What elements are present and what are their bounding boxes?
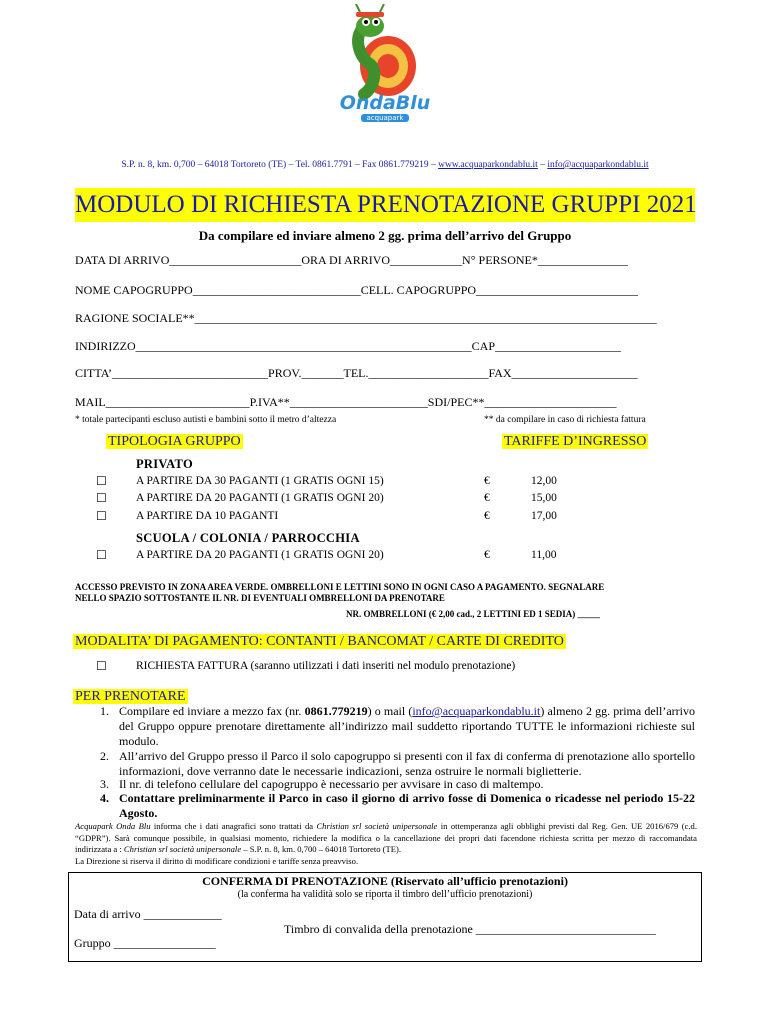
conferma-data-arrivo[interactable]: Data di arrivo _____________ <box>74 907 222 921</box>
price-3: 17,00 <box>531 510 557 522</box>
logo-text: OndaBlu <box>339 92 431 114</box>
conferma-box <box>68 872 702 962</box>
privato-option-1: A PARTIRE DA 30 PAGANTI (1 GRATIS OGNI 15) <box>136 475 384 487</box>
privato-option-3: A PARTIRE DA 10 PAGANTI <box>136 510 279 522</box>
form-line-mail[interactable]: MAIL________________________P.IVA**_______________________SDI/PEC**______________________ <box>75 395 617 409</box>
accesso-note-line1: ACCESSO PREVISTO IN ZONA AREA VERDE. OMBRELLONI E LETTINI SONO IN OGNI CASO A PAGAMENTO. SEGNALARE <box>75 582 605 592</box>
conferma-subtitle: (la conferma ha validità solo se riporta il timbro dell’ufficio prenotazioni) <box>237 889 533 900</box>
step-email-link[interactable]: info@acquaparkondablu.it <box>412 704 541 718</box>
currency-symbol: € <box>484 492 490 504</box>
privato-checkbox-1[interactable]: ☐ <box>96 474 107 488</box>
conferma-title: CONFERMA DI PRENOTAZIONE (Riservato all’ufficio prenotazioni) <box>202 874 568 888</box>
pagamento-heading: MODALITA’ DI PAGAMENTO: CONTANTI / BANCOMAT / CARTE DI CREDITO <box>75 634 564 649</box>
ondablu-logo <box>330 4 440 128</box>
tipologia-heading: TIPOLOGIA GRUPPO <box>108 434 241 449</box>
currency-symbol: € <box>484 549 490 561</box>
tariffe-heading: TARIFFE D’INGRESSO <box>504 434 647 449</box>
note-partecipanti: * totale partecipanti escluso autisti e bambini sotto il metro d’altezza <box>75 415 337 425</box>
step-2: 2. All’arrivo del Gruppo presso il Parco il solo capogruppo si presenti con il fax di conferma di prenotazione allo sportello informazioni, dove verranno date le necessarie indicazioni, senza ostruire le normali biglietterie. <box>100 749 695 778</box>
price-1: 12,00 <box>531 475 557 487</box>
conferma-timbro[interactable]: Timbro di convalida della prenotazione ______________________________ <box>284 922 656 936</box>
prenotare-heading: PER PRENOTARE <box>75 689 186 704</box>
accesso-note-line2: NELLO SPAZIO SOTTOSTANTE IL NR. DI EVENTUALI OMBRELLONI DA PRENOTARE <box>75 593 445 603</box>
contact-address: S.P. n. 8, km. 0,700 – 64018 Tortoreto (TE) – Tel. 0861.7791 – Fax 0861.779219 – <box>121 160 439 170</box>
privacy-notice: Acquapark Onda Blu informa che i dati anagrafici sono trattati da Christian srl società unipersonale in ottemperanza agli obblighi previsti dal Reg. Gen. UE 2016/679 (c.d. “GDPR”). Sarà comunque possibile, in qualsiasi momento, richiedere la modifica o la cancellazione dei propri dati facendone richiesta scritta per mezzo di raccomandata indirizzata a : Christian srl società unipersonale – S.P. n. 8, km. 0,700 – 64018 Tortoreto (TE). La Direzione si riserva il diritto di modificare condizioni e tariffe senza preavviso. <box>75 821 697 866</box>
fattura-checkbox[interactable]: ☐ <box>96 659 107 673</box>
price-scuola: 11,00 <box>531 549 557 561</box>
disclaimer: La Direzione si riserva il diritto di modificare condizioni e tariffe senza preavviso. <box>75 855 359 866</box>
page-title: MODULO DI RICHIESTA PRENOTAZIONE GRUPPI 2021 <box>75 188 695 222</box>
currency-symbol: € <box>484 475 490 487</box>
page-subtitle: Da compilare ed inviare almeno 2 gg. prima dell’arrivo del Gruppo <box>198 228 572 243</box>
privato-heading: PRIVATO <box>136 457 193 471</box>
step-1: 1. Compilare ed inviare a mezzo fax (nr. 0861.779219) o mail (info@acquaparkondablu.it) almeno 2 gg. prima dell’arrivo del Gruppo oppure prenotare direttamente all’indirizzo mail suddetto riportando TUTTE le informazioni richieste sul modulo. <box>100 704 695 748</box>
privato-checkbox-3[interactable]: ☐ <box>96 509 107 523</box>
price-2: 15,00 <box>531 492 557 504</box>
form-line-indirizzo[interactable]: INDIRIZZO________________________________________________________CAP_____________________ <box>75 339 621 353</box>
privato-checkbox-2[interactable]: ☐ <box>96 491 107 505</box>
scuola-heading: SCUOLA / COLONIA / PARROCCHIA <box>136 531 360 545</box>
form-line-data-arrivo[interactable]: DATA DI ARRIVO______________________ORA DI ARRIVO____________N° PERSONE*_______________ <box>75 253 628 267</box>
email-link[interactable]: info@acquaparkondablu.it <box>547 160 649 170</box>
step-4: 4. Contattare preliminarmente il Parco in caso il giorno di arrivo fosse di Domenica o ricadesse nel periodo 15-22 Agosto. <box>100 791 695 820</box>
ombrelloni-field[interactable]: NR. OMBRELLONI (€ 2,00 cad., 2 LETTINI ED 1 SEDIA) _____ <box>346 609 601 619</box>
scuola-checkbox[interactable]: ☐ <box>96 548 107 562</box>
form-line-citta[interactable]: CITTA’__________________________PROV._______TEL.____________________FAX_____________________ <box>75 366 638 380</box>
form-line-capogruppo[interactable]: NOME CAPOGRUPPO____________________________CELL. CAPOGRUPPO___________________________ <box>75 283 639 297</box>
currency-symbol: € <box>484 510 490 522</box>
contact-line: S.P. n. 8, km. 0,700 – 64018 Tortoreto (TE) – Tel. 0861.7791 – Fax 0861.779219 – www.acquaparkondablu.it – info@acquaparkondablu.it <box>121 160 649 170</box>
form-line-ragione-sociale[interactable]: RAGIONE SOCIALE**_____________________________________________________________________________ <box>75 311 657 325</box>
scuola-option: A PARTIRE DA 20 PAGANTI (1 GRATIS OGNI 20) <box>136 549 384 561</box>
privato-option-2: A PARTIRE DA 20 PAGANTI (1 GRATIS OGNI 20) <box>136 492 384 504</box>
website-link[interactable]: www.acquaparkondablu.it <box>438 160 538 170</box>
step-3: 3. Il nr. di telefono cellulare del capogruppo è necessario per avvisare in caso di maltempo. <box>100 777 544 791</box>
fattura-label: RICHIESTA FATTURA (saranno utilizzati i dati inseriti nel modulo prenotazione) <box>136 660 516 672</box>
fax-number: 0861.779219 <box>304 704 368 718</box>
logo-subtext: acquapark <box>361 114 410 122</box>
note-fattura: ** da compilare in caso di richiesta fattura <box>484 415 646 425</box>
conferma-gruppo[interactable]: Gruppo _________________ <box>74 936 216 950</box>
